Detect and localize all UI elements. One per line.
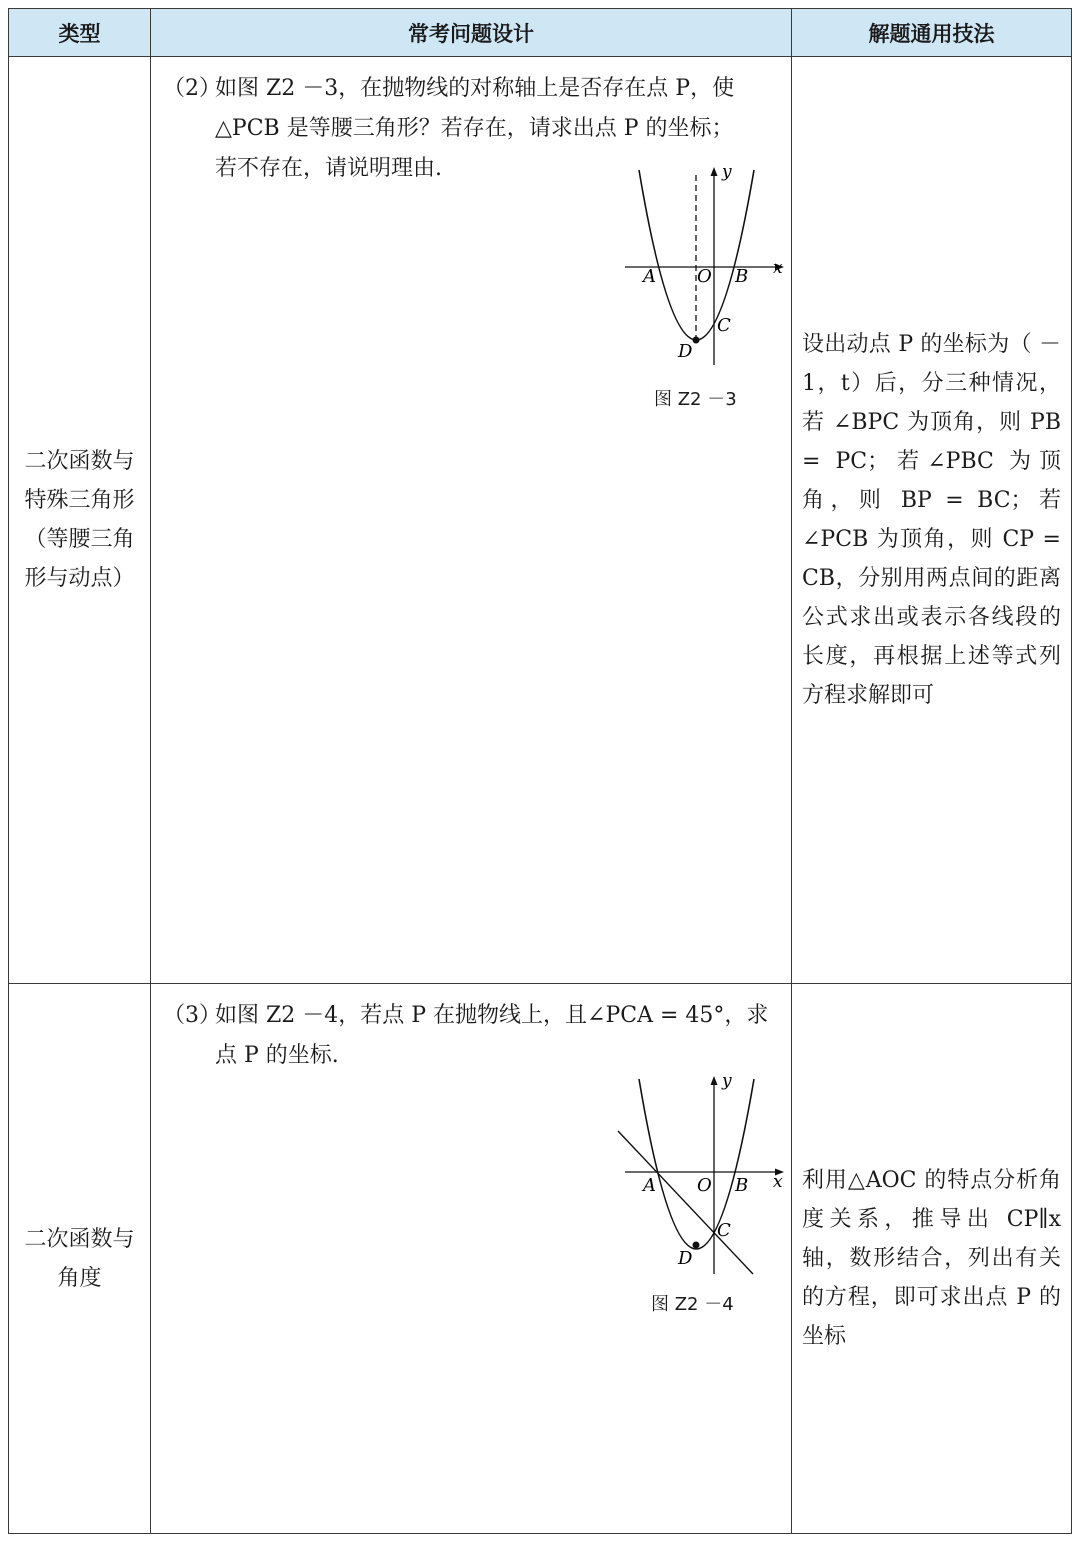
question-line: 点 P 的坐标. — [215, 1043, 339, 1068]
question-cell — [151, 984, 792, 1534]
label-b: B — [735, 266, 749, 287]
label-o: O — [697, 1175, 712, 1196]
label-o: O — [697, 266, 712, 287]
label-x: x — [773, 258, 783, 278]
figure-z2-3 — [621, 165, 791, 375]
type-line: 二次函数与 — [24, 449, 135, 474]
question-number: （3） — [163, 1003, 221, 1028]
table-row — [9, 57, 1072, 984]
label-d: D — [678, 341, 693, 362]
method-cell: 利用△AOC 的特点分析角度关系，推导出 CP∥x 轴，数形结合，列出有关的方程，即可求出点 P 的坐标 — [792, 984, 1072, 1534]
label-a: A — [643, 266, 656, 287]
question-line: △PCB 是等腰三角形？若存在，请求出点 P 的坐标； — [215, 116, 734, 141]
parabola-diagram — [621, 165, 791, 375]
figure-z2-4 — [611, 1074, 791, 1284]
question-line: 如图 Z2 －4，若点 P 在抛物线上，且∠PCA = 45°，求 — [215, 1003, 769, 1028]
label-b: B — [735, 1175, 749, 1196]
label-a: A — [643, 1175, 656, 1196]
question-line: 如图 Z2 －3，在抛物线的对称轴上是否存在点 P，使 — [215, 76, 735, 101]
label-d: D — [678, 1248, 693, 1269]
figure-caption: 图 Z2 －4 — [651, 1294, 734, 1315]
method-cell: 设出动点 P 的坐标为（ －1，t）后，分三种情况，若 ∠BPC 为顶角，则 PB = PC；若∠PBC 为顶角，则 BP = BC；若∠PCB 为顶角，则 CP = CB，分别用两点间的距离公式求出或表示各线段的长度，再根据上述等式列方程求解即可 — [792, 57, 1072, 984]
figure-caption: 图 Z2 －3 — [654, 389, 737, 410]
type-line: 形与动点） — [24, 566, 135, 591]
header-row — [9, 9, 1072, 57]
question-cell — [151, 57, 792, 984]
label-x: x — [773, 1172, 783, 1192]
question-number: （2） — [163, 76, 221, 101]
type-cell — [9, 57, 151, 984]
label-y: y — [722, 165, 732, 182]
label-y: y — [722, 1074, 732, 1091]
parabola-diagram — [611, 1074, 791, 1284]
question-text — [163, 996, 777, 1076]
header-method: 解题通用技法 — [792, 9, 1072, 57]
type-cell — [9, 984, 151, 1534]
type-line: 角度 — [57, 1265, 102, 1291]
header-question: 常考问题设计 — [151, 9, 792, 57]
table-row — [9, 984, 1072, 1534]
label-c: C — [717, 315, 731, 336]
method-table — [8, 8, 1072, 1534]
label-c: C — [717, 1220, 731, 1241]
type-line: 特殊三角形 — [24, 488, 135, 513]
header-type: 类型 — [9, 9, 151, 57]
question-line: 若不存在，请说明理由. — [215, 156, 442, 181]
type-line: 二次函数与 — [24, 1226, 135, 1252]
type-line: （等腰三角 — [24, 527, 135, 552]
